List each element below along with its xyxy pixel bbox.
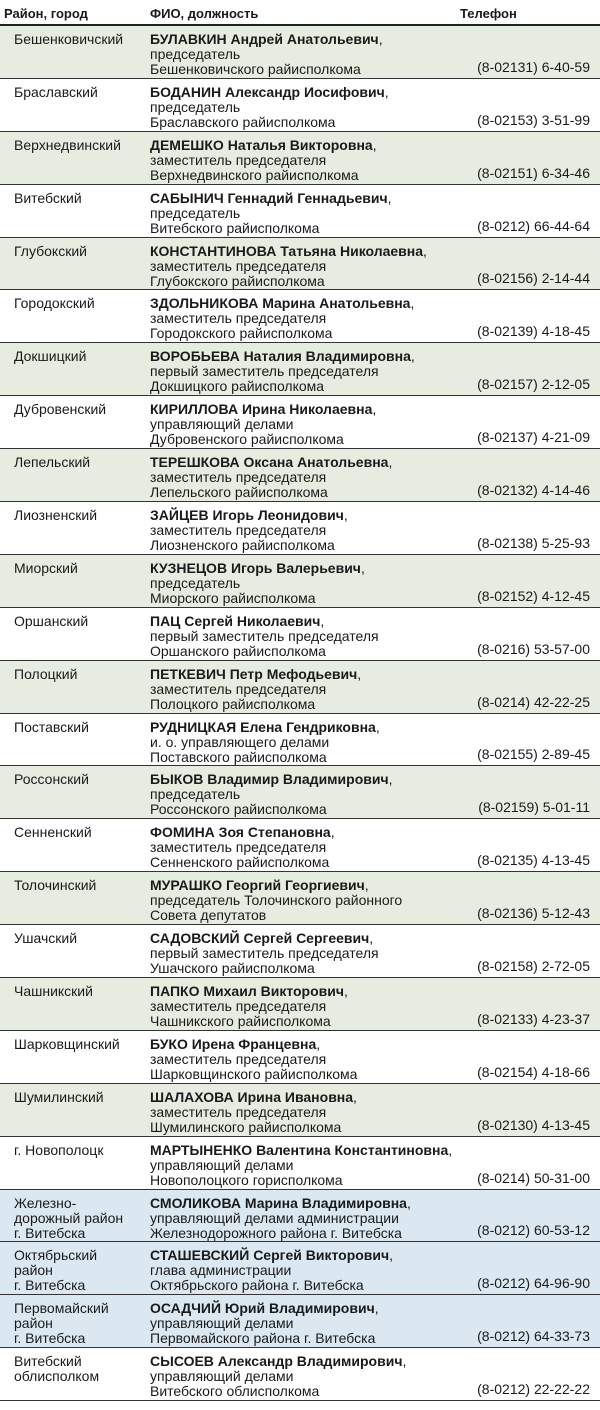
district-line: Докшицкий bbox=[14, 348, 87, 365]
district-cell bbox=[14, 1354, 144, 1384]
table-row bbox=[0, 1084, 600, 1137]
person-position: заместитель председателя bbox=[150, 680, 327, 697]
person-position: Октябрьского района г. Витебска bbox=[150, 1277, 364, 1294]
district-line: Россонский bbox=[14, 771, 89, 788]
table-row bbox=[0, 555, 600, 608]
district-line: Железно- bbox=[14, 1194, 77, 1211]
district-line: Октябрьский bbox=[14, 1247, 98, 1264]
district-cell bbox=[14, 508, 144, 523]
person-position: Оршанского райисполкома bbox=[150, 642, 326, 659]
phone-cell: (8-02153) 3-51-99 bbox=[477, 111, 590, 128]
table-row bbox=[0, 1190, 600, 1243]
person-position: Первомайского района г. Витебска bbox=[150, 1330, 376, 1347]
person-position: Лиозненского райисполкома bbox=[150, 537, 335, 554]
person-name-line: КИРИЛЛОВА Ирина Николаевна, bbox=[150, 401, 377, 418]
district-cell bbox=[14, 878, 144, 893]
person-position: председатель bbox=[150, 204, 241, 221]
person-name: МАРТЫНЕНКО Валентина Константиновна bbox=[150, 1141, 449, 1158]
person-cell bbox=[150, 244, 470, 289]
person-name-line: ВОРОБЬЕВА Наталия Владимировна, bbox=[150, 348, 415, 365]
district-cell bbox=[14, 614, 144, 629]
person-cell bbox=[150, 984, 470, 1029]
district-cell bbox=[14, 931, 144, 946]
person-position: первый заместитель председателя bbox=[150, 945, 379, 962]
person-name: КОНСТАНТИНОВА Татьяна Николаевна bbox=[150, 242, 424, 259]
person-cell bbox=[150, 931, 470, 976]
person-name-line: ЗДОЛЬНИКОВА Марина Анатольевна, bbox=[150, 295, 415, 312]
person-name: КИРИЛЛОВА Ирина Николаевна bbox=[150, 401, 373, 418]
person-name: ПАПКО Михаил Викторович bbox=[150, 983, 344, 1000]
district-cell bbox=[14, 296, 144, 311]
district-line: г. Новополоцк bbox=[14, 1141, 104, 1158]
person-name: РУДНИЦКАЯ Елена Гендриковна bbox=[150, 718, 376, 735]
person-position: заместитель председателя bbox=[150, 998, 327, 1015]
person-name: ШАЛАХОВА Ирина Ивановна bbox=[150, 1088, 354, 1105]
person-name-line: СМОЛИКОВА Марина Владимировна, bbox=[150, 1194, 411, 1211]
district-cell bbox=[14, 138, 144, 153]
district-cell bbox=[14, 772, 144, 787]
table-body bbox=[0, 26, 600, 1401]
person-position: Ушачского райисполкома bbox=[150, 960, 315, 977]
person-position: первый заместитель председателя bbox=[150, 363, 379, 380]
phone-cell: (8-0212) 64-33-73 bbox=[477, 1328, 590, 1345]
person-name: МУРАШКО Георгий Георгиевич bbox=[150, 877, 365, 894]
district-cell bbox=[14, 402, 144, 417]
table-row bbox=[0, 396, 600, 449]
person-name-line: САДОВСКИЙ Сергей Сергеевич, bbox=[150, 930, 374, 947]
person-cell bbox=[150, 1037, 470, 1082]
person-name: БЫКОВ Владимир Владимирович bbox=[150, 771, 389, 788]
person-name-line: КУЗНЕЦОВ Игорь Валерьевич, bbox=[150, 559, 365, 576]
person-name: СМОЛИКОВА Марина Владимировна bbox=[150, 1194, 407, 1211]
person-cell bbox=[150, 720, 470, 765]
district-line: район bbox=[14, 1315, 53, 1332]
person-position: заместитель председателя bbox=[150, 1103, 327, 1120]
person-cell bbox=[150, 349, 470, 394]
district-cell bbox=[14, 1090, 144, 1105]
person-name: КУЗНЕЦОВ Игорь Валерьевич bbox=[150, 559, 361, 576]
district-line: Толочинский bbox=[14, 877, 97, 894]
phone-cell: (8-02135) 4-13-45 bbox=[477, 852, 590, 869]
table-row bbox=[0, 1348, 600, 1401]
person-position: Чашникского райисполкома bbox=[150, 1013, 331, 1030]
person-cell bbox=[150, 1196, 470, 1241]
person-name-line: ШАЛАХОВА Ирина Ивановна, bbox=[150, 1088, 357, 1105]
district-line: Лиозненский bbox=[14, 507, 98, 524]
table-row bbox=[0, 978, 600, 1031]
person-position: Дубровенского райисполкома bbox=[150, 431, 344, 448]
person-name: БОДАНИН Александр Иосифович bbox=[150, 83, 385, 100]
person-name-line: ДЕМЕШКО Наталья Викторовна, bbox=[150, 136, 377, 153]
phone-cell: (8-0212) 22-22-22 bbox=[477, 1381, 590, 1398]
phone-cell: (8-02130) 4-13-45 bbox=[477, 1116, 590, 1133]
person-cell bbox=[150, 614, 470, 659]
table-row bbox=[0, 449, 600, 502]
person-position: председатель bbox=[150, 98, 241, 115]
person-name: ЗАЙЦЕВ Игорь Леонидович bbox=[150, 507, 344, 524]
person-position: Докшицкого райисполкома bbox=[150, 378, 325, 395]
district-line: Шарковщинский bbox=[14, 1035, 120, 1052]
phone-cell: (8-02136) 5-12-43 bbox=[477, 905, 590, 922]
district-line: Шумилинский bbox=[14, 1088, 104, 1105]
person-cell bbox=[150, 296, 470, 341]
table-row bbox=[0, 1137, 600, 1190]
person-cell bbox=[150, 455, 470, 500]
phone-cell: (8-0212) 60-53-12 bbox=[477, 1222, 590, 1239]
district-line: Верхнедвинский bbox=[14, 136, 121, 153]
phone-cell: (8-02138) 5-25-93 bbox=[477, 534, 590, 551]
district-line: Дубровенский bbox=[14, 401, 107, 418]
person-position: председатель bbox=[150, 786, 241, 803]
person-name: ПАЦ Сергей Николаевич bbox=[150, 612, 321, 629]
table-row bbox=[0, 502, 600, 555]
person-name-line: РУДНИЦКАЯ Елена Гендриковна, bbox=[150, 718, 380, 735]
person-cell bbox=[150, 1143, 470, 1188]
person-position: Верхнедвинского райисполкома bbox=[150, 166, 359, 183]
person-position: заместитель председателя bbox=[150, 257, 327, 274]
district-line: Глубокский bbox=[14, 242, 87, 259]
district-line: Первомайский bbox=[14, 1300, 109, 1317]
table-row bbox=[0, 238, 600, 291]
table-row bbox=[0, 1031, 600, 1084]
person-name-line: СЫСОЕВ Александр Владимирович, bbox=[150, 1353, 407, 1370]
person-cell bbox=[150, 138, 470, 183]
person-position: заместитель председателя bbox=[150, 839, 327, 856]
person-name: САДОВСКИЙ Сергей Сергеевич bbox=[150, 930, 370, 947]
table-row bbox=[0, 79, 600, 132]
person-name-line: СТАШЕВСКИЙ Сергей Викторович, bbox=[150, 1247, 394, 1264]
person-position: первый заместитель председателя bbox=[150, 627, 379, 644]
district-line: г. Витебска bbox=[14, 1224, 86, 1241]
table-row bbox=[0, 1242, 600, 1295]
person-cell bbox=[150, 1090, 470, 1135]
person-position: заместитель председателя bbox=[150, 522, 327, 539]
person-name: ОСАДЧИЙ Юрий Владимирович bbox=[150, 1300, 375, 1317]
phone-cell: (8-02158) 2-72-05 bbox=[477, 958, 590, 975]
person-name-line: ПЕТКЕВИЧ Петр Мефодьевич, bbox=[150, 665, 362, 682]
district-line: облисполком bbox=[14, 1368, 100, 1385]
person-position: председатель Толочинского районного bbox=[150, 892, 403, 909]
phone-cell: (8-0212) 66-44-64 bbox=[477, 217, 590, 234]
person-name: ФОМИНА Зоя Степановна bbox=[150, 824, 331, 841]
person-cell bbox=[150, 772, 470, 817]
person-position: и. о. управляющего делами bbox=[150, 733, 330, 750]
person-position: председатель bbox=[150, 574, 241, 591]
table-row bbox=[0, 766, 600, 819]
table-row bbox=[0, 132, 600, 185]
person-name: ТЕРЕШКОВА Оксана Анатольевна bbox=[150, 454, 389, 471]
person-position: заместитель председателя bbox=[150, 469, 327, 486]
phone-cell: (8-0214) 42-22-25 bbox=[477, 693, 590, 710]
person-name-line: ЗАЙЦЕВ Игорь Леонидович, bbox=[150, 507, 348, 524]
person-name-line: БОДАНИН Александр Иосифович, bbox=[150, 83, 389, 100]
district-cell bbox=[14, 349, 144, 364]
person-name: САБЫНИЧ Геннадий Геннадьевич bbox=[150, 189, 388, 206]
person-cell bbox=[150, 1301, 470, 1346]
district-line: Полоцкий bbox=[14, 665, 78, 682]
person-cell bbox=[150, 825, 470, 870]
district-cell bbox=[14, 244, 144, 259]
district-line: Поставский bbox=[14, 718, 89, 735]
person-name-line: БУЛАВКИН Андрей Анатольевич, bbox=[150, 31, 383, 47]
person-cell bbox=[150, 1248, 470, 1293]
person-name-line: БЫКОВ Владимир Владимирович, bbox=[150, 771, 393, 788]
district-cell bbox=[14, 85, 144, 100]
person-position: Сенненского райисполкома bbox=[150, 854, 330, 871]
table-row bbox=[0, 290, 600, 343]
person-position: Шарковщинского райисполкома bbox=[150, 1065, 358, 1082]
person-position: Миорского райисполкома bbox=[150, 589, 316, 606]
phone-cell: (8-02131) 6-40-59 bbox=[477, 58, 590, 75]
person-cell bbox=[150, 878, 470, 923]
person-name-line: ОСАДЧИЙ Юрий Владимирович, bbox=[150, 1300, 379, 1317]
phone-cell: (8-0214) 50-31-00 bbox=[477, 1169, 590, 1186]
phone-cell: (8-02155) 2-89-45 bbox=[477, 746, 590, 763]
phone-cell: (8-02133) 4-23-37 bbox=[477, 1010, 590, 1027]
person-position: Железнодорожного района г. Витебска bbox=[150, 1224, 402, 1241]
phone-cell: (8-02159) 5-01-11 bbox=[478, 799, 590, 816]
person-name-line: ФОМИНА Зоя Степановна, bbox=[150, 824, 335, 841]
person-position: Городокского райисполкома bbox=[150, 325, 333, 342]
person-position: глава администрации bbox=[150, 1262, 292, 1279]
person-name: СТАШЕВСКИЙ Сергей Викторович bbox=[150, 1247, 390, 1264]
district-cell bbox=[14, 1143, 144, 1158]
district-cell bbox=[14, 32, 144, 47]
person-cell bbox=[150, 191, 470, 236]
person-name-line: КОНСТАНТИНОВА Татьяна Николаевна, bbox=[150, 242, 427, 259]
person-name-line: МАРТЫНЕНКО Валентина Константиновна, bbox=[150, 1141, 453, 1158]
district-line: Оршанский bbox=[14, 612, 89, 629]
person-position: заместитель председателя bbox=[150, 151, 327, 168]
table-row bbox=[0, 1295, 600, 1348]
district-cell bbox=[14, 984, 144, 999]
table-header bbox=[0, 0, 600, 26]
person-name-line: БУКО Ирена Францевна, bbox=[150, 1035, 321, 1052]
district-line: Браславский bbox=[14, 83, 98, 100]
person-cell bbox=[150, 508, 470, 553]
person-name-line: ПАЦ Сергей Николаевич, bbox=[150, 612, 325, 629]
district-cell bbox=[14, 1248, 144, 1293]
person-position: Браславского райисполкома bbox=[150, 113, 336, 130]
district-line: г. Витебска bbox=[14, 1277, 86, 1294]
table-row bbox=[0, 26, 600, 79]
person-position: Бешенковичского райисполкома bbox=[150, 61, 361, 77]
phone-cell: (8-02132) 4-14-46 bbox=[477, 482, 590, 499]
district-line: Ушачский bbox=[14, 930, 78, 947]
person-position: управляющий делами bbox=[150, 416, 294, 433]
district-line: Лепельский bbox=[14, 454, 91, 471]
person-name: ПЕТКЕВИЧ Петр Мефодьевич bbox=[150, 665, 358, 682]
person-position: Витебского райисполкома bbox=[150, 219, 320, 236]
phone-cell: (8-02139) 4-18-45 bbox=[477, 323, 590, 340]
person-position: Глубокского райисполкома bbox=[150, 272, 325, 289]
district-line: Витебский bbox=[14, 189, 82, 206]
person-name: ДЕМЕШКО Наталья Викторовна bbox=[150, 136, 373, 153]
district-cell bbox=[14, 191, 144, 206]
district-cell bbox=[14, 1301, 144, 1346]
phone-cell: (8-02156) 2-14-44 bbox=[477, 270, 590, 287]
district-cell bbox=[14, 561, 144, 576]
phone-cell: (8-02152) 4-12-45 bbox=[477, 587, 590, 604]
district-cell bbox=[14, 667, 144, 682]
person-name: ЗДОЛЬНИКОВА Марина Анатольевна bbox=[150, 295, 411, 312]
district-cell bbox=[14, 455, 144, 470]
person-position: Россонского райисполкома bbox=[150, 801, 327, 818]
district-line: район bbox=[14, 1262, 53, 1279]
person-position: управляющий делами bbox=[150, 1315, 294, 1332]
person-cell bbox=[150, 402, 470, 447]
person-position: председатель bbox=[150, 46, 241, 62]
district-line: г. Витебска bbox=[14, 1330, 86, 1347]
phone-cell: (8-0216) 53-57-00 bbox=[477, 640, 590, 657]
district-cell bbox=[14, 1037, 144, 1052]
person-position: Поставского райисполкома bbox=[150, 748, 327, 765]
table-row bbox=[0, 343, 600, 396]
person-name-line: ПАПКО Михаил Викторович, bbox=[150, 983, 348, 1000]
person-position: Полоцкого райисполкома bbox=[150, 695, 316, 712]
person-position: Лепельского райисполкома bbox=[150, 484, 328, 501]
phone-cell: (8-02154) 4-18-66 bbox=[477, 1063, 590, 1080]
district-cell bbox=[14, 1196, 144, 1241]
person-position: Совета депутатов bbox=[150, 907, 267, 924]
person-cell bbox=[150, 667, 470, 712]
phone-cell: (8-02151) 6-34-46 bbox=[477, 164, 590, 181]
person-position: управляющий делами администрации bbox=[150, 1209, 399, 1226]
person-position: управляющий делами bbox=[150, 1156, 294, 1173]
table-row bbox=[0, 185, 600, 238]
header-district: Район, город bbox=[4, 6, 88, 21]
person-position: Витебского облисполкома bbox=[150, 1383, 320, 1400]
person-cell bbox=[150, 85, 470, 130]
phone-cell: (8-02137) 4-21-09 bbox=[477, 429, 590, 446]
table-row bbox=[0, 608, 600, 661]
person-position: Новополоцкого горисполкома bbox=[150, 1171, 343, 1188]
person-name: БУЛАВКИН Андрей Анатольевич bbox=[150, 31, 379, 47]
district-line: Сенненский bbox=[14, 824, 92, 841]
person-cell bbox=[150, 1354, 470, 1399]
header-person: ФИО, должность bbox=[150, 6, 259, 21]
person-name: ВОРОБЬЕВА Наталия Владимировна bbox=[150, 348, 411, 365]
district-line: Миорский bbox=[14, 559, 78, 576]
district-cell bbox=[14, 825, 144, 840]
person-position: заместитель председателя bbox=[150, 310, 327, 327]
district-line: Городокский bbox=[14, 295, 95, 312]
person-position: Шумилинского райисполкома bbox=[150, 1118, 342, 1135]
district-line: Витебский bbox=[14, 1353, 82, 1370]
person-name-line: ТЕРЕШКОВА Оксана Анатольевна, bbox=[150, 454, 393, 471]
table-row bbox=[0, 661, 600, 714]
person-cell bbox=[150, 561, 470, 606]
header-phone: Телефон bbox=[460, 6, 517, 21]
table-row bbox=[0, 714, 600, 767]
person-cell bbox=[150, 32, 470, 77]
person-name: БУКО Ирена Францевна bbox=[150, 1035, 317, 1052]
phone-cell: (8-0212) 64-96-90 bbox=[477, 1275, 590, 1292]
person-name-line: САБЫНИЧ Геннадий Геннадьевич, bbox=[150, 189, 392, 206]
district-line: Чашникский bbox=[14, 983, 93, 1000]
person-name: СЫСОЕВ Александр Владимирович bbox=[150, 1353, 403, 1370]
person-position: заместитель председателя bbox=[150, 1050, 327, 1067]
person-name-line: МУРАШКО Георгий Георгиевич, bbox=[150, 877, 369, 894]
table-row bbox=[0, 872, 600, 925]
phone-cell: (8-02157) 2-12-05 bbox=[477, 376, 590, 393]
district-line: дорожный район bbox=[14, 1209, 124, 1226]
district-cell bbox=[14, 720, 144, 735]
person-position: управляющий делами bbox=[150, 1368, 294, 1385]
table-row bbox=[0, 819, 600, 872]
table-row bbox=[0, 925, 600, 978]
district-line: Бешенковичский bbox=[14, 31, 124, 47]
